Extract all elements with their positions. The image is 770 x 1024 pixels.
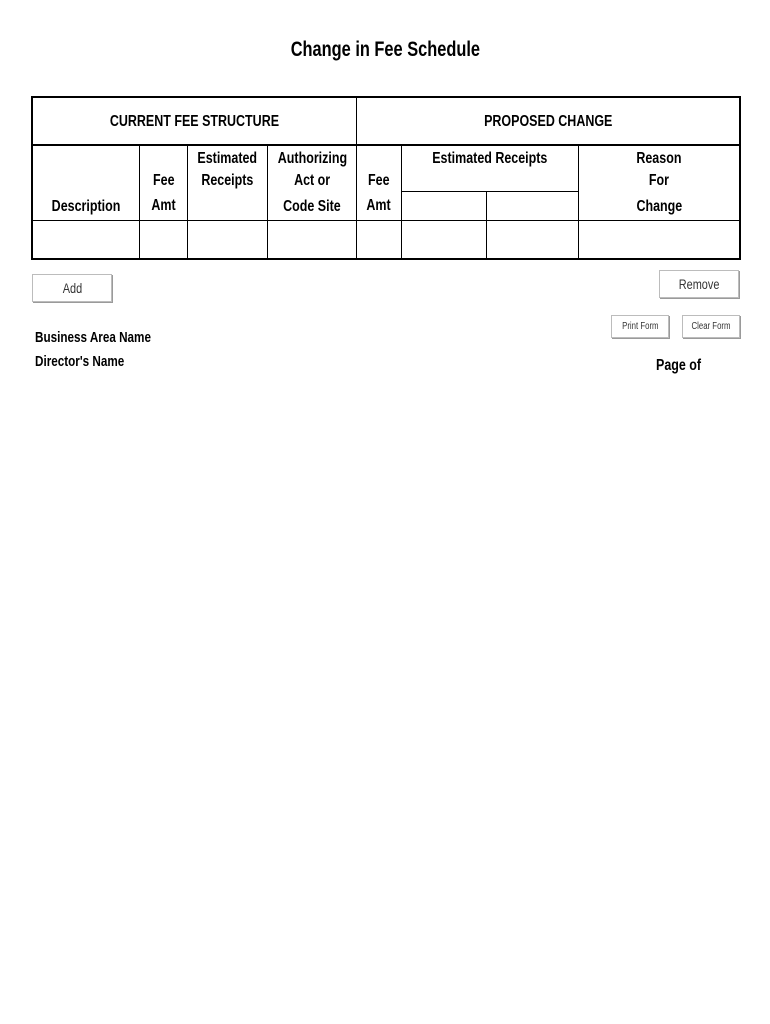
estimated-receipts-field[interactable] <box>188 221 267 258</box>
proposed-estimated-receipts-field-2[interactable] <box>487 221 578 258</box>
col-header-proposed-fee-amt: Fee Amt <box>366 172 392 214</box>
proposed-fee-amt-field[interactable] <box>357 221 401 258</box>
col-header-estimated-receipts: Estimated Receipts <box>197 150 258 189</box>
page-indicator: Page of <box>656 357 702 374</box>
col-header-fee-amt: Fee Amt <box>151 172 176 214</box>
current-fee-structure-header: CURRENT FEE STRUCTURE <box>109 113 280 130</box>
print-form-button[interactable]: Print Form <box>611 315 669 338</box>
add-button[interactable]: Add <box>32 274 112 302</box>
reason-for-change-field[interactable] <box>579 221 739 258</box>
remove-button[interactable]: Remove <box>659 270 739 298</box>
col-header-proposed-estimated-receipts: Estimated Receipts <box>432 150 548 167</box>
proposed-estimated-receipts-field-1[interactable] <box>402 221 486 258</box>
estimated-receipts-subline <box>401 191 578 192</box>
authorizing-act-field[interactable] <box>268 221 356 258</box>
proposed-change-header: PROPOSED CHANGE <box>483 113 613 130</box>
description-field[interactable] <box>33 221 139 258</box>
fee-schedule-table <box>31 96 741 260</box>
clear-form-button[interactable]: Clear Form <box>682 315 740 338</box>
form-title: Change in Fee Schedule <box>290 38 480 61</box>
col-header-authorizing-act: Authorizing Act or Code Site <box>277 150 348 215</box>
fee-amt-field[interactable] <box>140 221 187 258</box>
directors-name-label: Director's Name <box>35 353 125 370</box>
col-header-description: Description <box>51 198 121 215</box>
business-area-name-label: Business Area Name <box>35 329 151 346</box>
col-header-reason-for-change: Reason For Change <box>636 150 682 215</box>
